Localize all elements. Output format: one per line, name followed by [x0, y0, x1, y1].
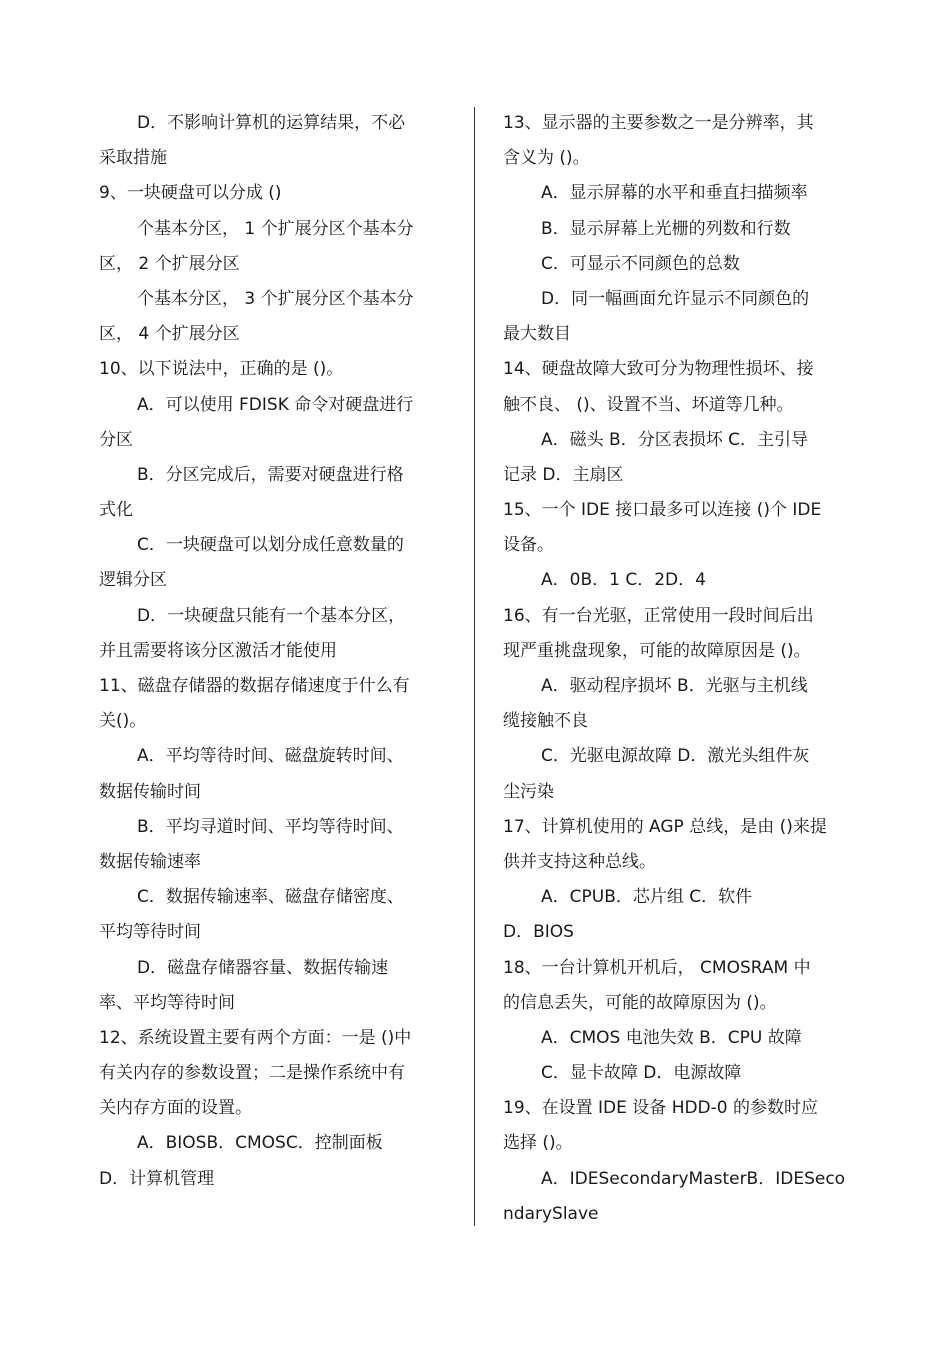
text-line: 9、一块硬盘可以分成 ()	[99, 183, 282, 204]
left-column	[99, 106, 444, 1197]
text-line: 区， 2 个扩展分区	[99, 253, 240, 274]
text-line: 式化	[99, 500, 133, 521]
text-line: C．数据传输速率、磁盘存储密度、	[137, 887, 404, 908]
text-line: 设备。	[503, 535, 554, 556]
text-line: 19、在设置 IDE 设备 HDD-0 的参数时应	[503, 1098, 819, 1119]
text-line: 平均等待时间	[99, 922, 201, 943]
text-line: 10、以下说法中，正确的是 ()。	[99, 359, 344, 380]
text-line: A．IDESecondaryMasterB．IDESeco	[541, 1168, 846, 1189]
text-line: A．驱动程序损坏 B．光驱与主机线	[541, 676, 808, 696]
text-line: 尘污染	[503, 781, 554, 802]
text-line: A．CMOS 电池失效 B．CPU 故障	[541, 1027, 802, 1048]
text-line: 缆接触不良	[503, 711, 588, 732]
text-line: 个基本分区， 1 个扩展分区个基本分	[137, 218, 414, 239]
text-line: 关内存方面的设置。	[99, 1098, 252, 1119]
text-line: 选择 ()。	[503, 1133, 573, 1154]
text-line: C．显卡故障 D．电源故障	[541, 1063, 742, 1084]
text-line: D．同一幅画面允许显示不同颜色的	[541, 288, 810, 309]
text-line: 并且需要将该分区激活才能使用	[99, 640, 337, 661]
text-line: 的信息丢失，可能的故障原因为 ()。	[503, 992, 777, 1013]
text-line: A．可以使用 FDISK 命令对硬盘进行	[137, 394, 414, 415]
text-line: C．可显示不同颜色的总数	[541, 253, 740, 274]
text-line: A．显示屏幕的水平和垂直扫描频率	[541, 183, 808, 204]
text-line: B．平均寻道时间、平均等待时间、	[137, 816, 404, 837]
text-line: D．BIOS	[503, 922, 574, 943]
text-line: 率、平均等待时间	[99, 992, 235, 1013]
text-line: D．一块硬盘只能有一个基本分区，	[137, 605, 406, 626]
text-line: D．计算机管理	[99, 1168, 215, 1189]
text-line: 11、磁盘存储器的数据存储速度于什么有	[99, 676, 410, 696]
text-line: 数据传输时间	[99, 781, 201, 802]
text-line: 含义为 ()。	[503, 148, 590, 169]
text-line: 13、显示器的主要参数之一是分辨率，其	[503, 113, 814, 133]
text-line: 区， 4 个扩展分区	[99, 324, 240, 345]
text-line: A．CPUB．芯片组 C．软件	[541, 887, 753, 908]
text-line: 分区	[99, 429, 133, 450]
text-line: C．一块硬盘可以划分成任意数量的	[137, 535, 404, 556]
text-line: B．显示屏幕上光栅的列数和行数	[541, 218, 791, 239]
text-line: 供并支持这种总线。	[503, 851, 656, 872]
text-line: 关()。	[99, 711, 147, 732]
text-line: 有关内存的参数设置；二是操作系统中有	[99, 1063, 405, 1084]
text-line: D．不影响计算机的运算结果，不必	[137, 113, 406, 133]
text-line: 14、硬盘故障大致可分为物理性损坏、接	[503, 359, 814, 380]
text-line: 15、一个 IDE 接口最多可以连接 ()个 IDE	[503, 500, 822, 521]
text-line: A．BIOSB．CMOSC．控制面板	[137, 1133, 383, 1154]
text-line: 现严重挑盘现象，可能的故障原因是 ()。	[503, 640, 811, 661]
text-line: 17、计算机使用的 AGP 总线，是由 ()来提	[503, 816, 827, 837]
text-line: 触不良、 ()、设置不当、坏道等几种。	[503, 394, 794, 415]
text-line: 记录 D．主扇区	[503, 464, 624, 485]
text-line: 12、系统设置主要有两个方面：一是 ()中	[99, 1027, 412, 1048]
text-line: 18、一台计算机开机后， CMOSRAM 中	[503, 957, 811, 978]
text-line: B．分区完成后，需要对硬盘进行格	[137, 464, 404, 485]
text-line: ndarySlave	[503, 1203, 599, 1224]
right-column	[503, 106, 853, 1232]
text-line: 数据传输速率	[99, 851, 201, 872]
column-divider	[474, 107, 475, 1226]
text-line: 采取措施	[99, 148, 167, 169]
text-line: A．磁头 B．分区表损坏 C．主引导	[541, 429, 808, 450]
text-line: C．光驱电源故障 D．激光头组件灰	[541, 746, 810, 767]
text-line: A．平均等待时间、磁盘旋转时间、	[137, 746, 404, 767]
text-line: 16、有一台光驱，正常使用一段时间后出	[503, 605, 814, 626]
text-line: 逻辑分区	[99, 570, 167, 591]
text-line: A．0B．1 C．2D．4	[541, 570, 706, 591]
text-line: 个基本分区， 3 个扩展分区个基本分	[137, 288, 414, 309]
text-line: D．磁盘存储器容量、数据传输速	[137, 957, 389, 978]
text-line: 最大数目	[503, 324, 571, 345]
